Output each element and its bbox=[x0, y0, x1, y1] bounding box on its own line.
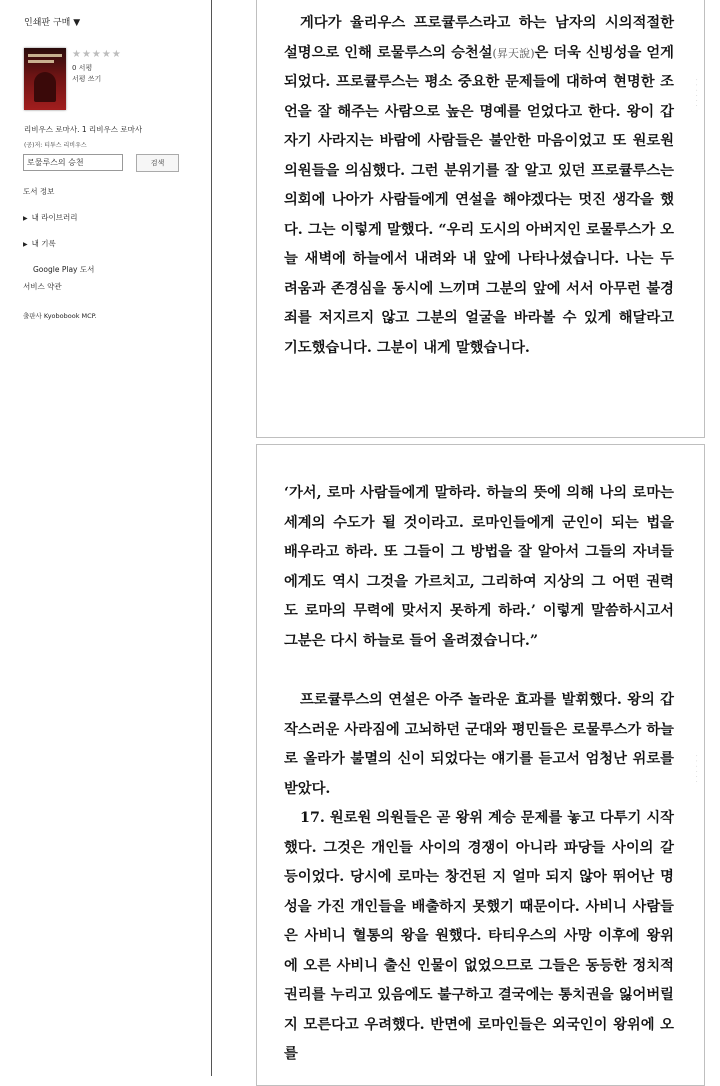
expand-triangle-icon: ▶ bbox=[23, 241, 28, 248]
print-purchase-link[interactable] bbox=[24, 15, 80, 28]
write-review-link[interactable]: 서평 쓰기 bbox=[72, 75, 102, 83]
dropdown-arrow-icon: ▼ bbox=[73, 18, 81, 28]
my-library-label: 내 라이브러리 bbox=[31, 213, 78, 222]
terms-of-service-link[interactable]: 서비스 약관 bbox=[23, 282, 62, 291]
publisher-info: 출판사 Kyobobook MCP. bbox=[23, 312, 97, 320]
book-title: 리비우스 로마사. 1 리비우스 로마사 bbox=[24, 125, 143, 134]
rating-stars[interactable]: ★★★★★ bbox=[72, 49, 122, 60]
book-page-1 bbox=[256, 0, 705, 438]
page2-quote-paragraph: ‘가서, 로마 사람들에게 말하라. 하늘의 뜻에 의해 나의 로마는 세계의 수도가 될 것이라고. 로마인들에게 군인이 되는 법을 배우라고 하라. 또 그들이 그 방법을 잘 알아서 그들의 자녀들에게도 역시 그것을 가르치고, 그리하여 지상의 그 어떤 권력도 로마의 무력에 맞서지 못하게 하라.’ 이렇게 말씀하시고서 그분은 다시 하늘로 들어 올려졌습니다.” bbox=[284, 485, 674, 649]
book-page-2 bbox=[256, 444, 705, 1086]
hanja-annotation: (昇天說) bbox=[492, 46, 535, 60]
section-17-paragraph: 17. 원로원 의원들은 곧 왕위 계승 문제를 놓고 다투기 시작했다. 그것은 개인들 사이의 경쟁이 아니라 파당들 사이의 갈등이었다. 당시에 로마는 창건된 지 얼마 되지 않아 뛰어난 명성을 가진 개인들을 배출하지 못했기 때문이다. 사비니 사람들은 사비니 혈통의 왕을 원했다. 타티우스의 사망 이후에 왕위에 오른 사비니 출신 인물이 없었으므로 그들은 동등한 정치적 권리를 누리고 있음에도 불구하고 결국에는 통치권을 잃어버릴지 모른다고 우려했다. 반면에 로마인들은 외국인이 왕위에 오를 bbox=[284, 810, 674, 1062]
page-margin-mark: · · · · · · bbox=[693, 755, 699, 784]
my-history-label: 내 기록 bbox=[31, 239, 56, 248]
search-input[interactable] bbox=[23, 154, 123, 171]
sidebar bbox=[0, 0, 212, 1076]
book-author: (공)저: 티투스 리비우스 bbox=[24, 142, 87, 149]
page1-paragraph: 게다가 율리우스 프로큘루스라고 하는 남자의 시의적절한 설명으로 인해 로물루스의 승천설(昇天說)은 더욱 신빙성을 얻게 되었다. 프로큘루스는 평소 중요한 문제들에 대하여 현명한 조언을 잘 해주는 사람으로 높은 명예를 얻었다고 한다. 왕이 갑자기 사라지는 바람에 사람들은 불안한 마음이었고 또 원로원 의원들을 의심했다. 그런 분위기를 잘 알고 있던 프로큘루스는 의회에 나아가 사람들에게 연설을 해야겠다는 멋진 생각을 했다. 그는 이렇게 말했다. “우리 도시의 아버지인 로물루스가 오늘 새벽에 하늘에서 내려와 내 앞에 나타나셨습니다. 나는 두려움과 존경심을 동시에 느끼며 그분의 앞에 서서 아무런 불경죄를 저지르지 않고 그분의 얼굴을 바라볼 수 있게 해달라고 기도했습니다. 그분이 내게 말했습니다. bbox=[284, 15, 674, 356]
expand-triangle-icon: ▶ bbox=[23, 215, 28, 222]
review-count: 0 서평 bbox=[72, 64, 93, 72]
google-play-books-link[interactable]: Google Play 도서 bbox=[33, 265, 95, 274]
my-history-item[interactable] bbox=[23, 238, 56, 249]
sidebar-divider bbox=[211, 0, 212, 1076]
page-margin-mark: · · · · · · bbox=[693, 79, 699, 108]
book-cover[interactable] bbox=[24, 48, 66, 110]
section-number: 17. bbox=[300, 810, 325, 826]
page2-paragraph: 프로큘루스의 연설은 아주 놀라운 효과를 발휘했다. 왕의 갑작스러운 사라짐에 고뇌하던 군대와 평민들은 로물루스가 하늘로 올라가 불멸의 신이 되었다는 얘기를 듣고서 엄청난 위로를 받았다. bbox=[284, 692, 674, 797]
my-library-item[interactable] bbox=[23, 212, 77, 223]
book-info-link[interactable]: 도서 정보 bbox=[23, 187, 55, 196]
search-button[interactable]: 검색 bbox=[136, 154, 179, 172]
print-purchase-label: 인쇄판 구매 bbox=[24, 18, 71, 28]
